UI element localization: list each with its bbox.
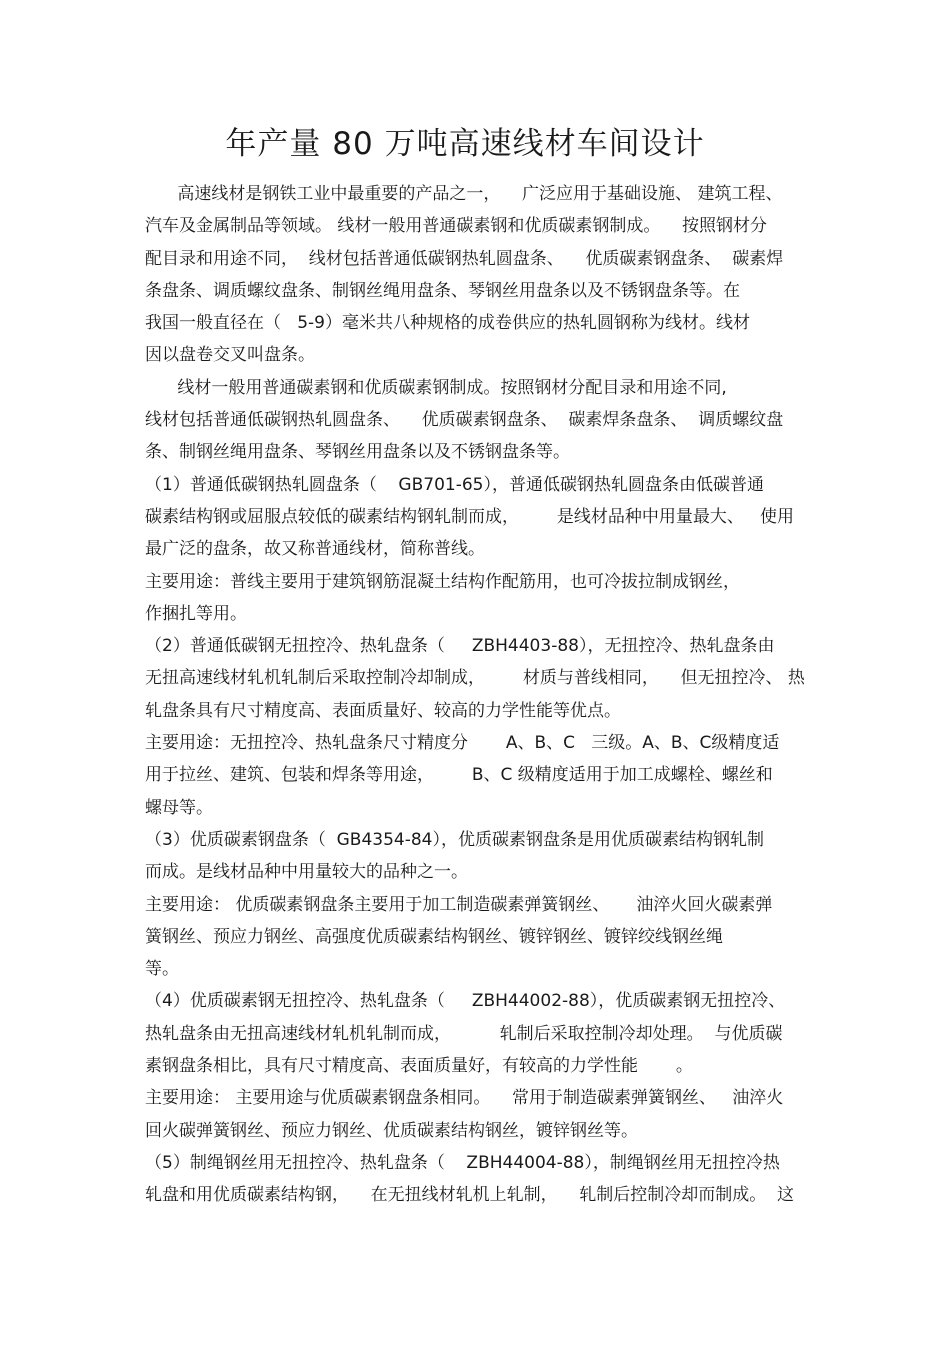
text-line: 热轧盘条由无扭高速线材轧机轧制而成， 轧制后采取控制冷却处理。 与优质碳 <box>145 1023 783 1044</box>
text-line: 配目录和用途不同， 线材包括普通低碳钢热轧圆盘条、 优质碳素钢盘条、 碳素焊 <box>145 248 784 269</box>
text-line: 高速线材是钢铁工业中最重要的产品之一， 广泛应用于基础设施、 建筑工程、 <box>145 184 783 204</box>
document-body <box>145 178 815 1212</box>
text-line: 回火碳弹簧钢丝、预应力钢丝、优质碳素结构钢丝，镀锌钢丝等。 <box>145 1120 638 1141</box>
text-line: （3）优质碳素钢盘条（ GB4354-84），优质碳素钢盘条是用优质碳素结构钢轧制 <box>145 829 764 850</box>
text-line: 而成。是线材品种中用量较大的品种之一。 <box>145 862 468 883</box>
text-line: 线材一般用普通碳素钢和优质碳素钢制成。按照钢材分配目录和用途不同, <box>145 377 727 398</box>
text-line: 螺母等。 <box>145 797 213 818</box>
text-line: 轧盘和用优质碳素结构钢， 在无扭线材轧机上轧制， 轧制后控制冷却而制成。 这 <box>145 1185 795 1206</box>
text-line: （4）优质碳素钢无扭控冷、热轧盘条（ ZBH44002-88），优质碳素钢无扭控冷、 <box>145 991 786 1012</box>
text-line: 主要用途： 优质碳素钢盘条主要用于加工制造碳素弹簧钢丝、 油淬火回火碳素弹 <box>145 894 773 915</box>
text-line: （2）普通低碳钢无扭控冷、热轧盘条（ ZBH4403-88），无扭控冷、热轧盘条由 <box>145 636 775 657</box>
text-line: 碳素结构钢或屈服点较低的碳素结构钢轧制而成， 是线材品种中用量最大、 使用 <box>145 506 795 527</box>
text-line: 主要用途：无扭控冷、热轧盘条尺寸精度分 A、B、C 三级。A、B、C级精度适 <box>145 733 780 754</box>
document-title: 年产量 80 万吨高速线材车间设计 <box>225 126 705 162</box>
text-line: 条盘条、调质螺纹盘条、制钢丝绳用盘条、琴钢丝用盘条以及不锈钢盘条等。在 <box>145 280 740 301</box>
text-line: 最广泛的盘条，故又称普通线材，简称普线。 <box>145 539 485 560</box>
text-line: （5）制绳钢丝用无扭控冷、热轧盘条（ ZBH44004-88），制绳钢丝用无扭控冷热 <box>145 1152 780 1173</box>
text-line: 簧钢丝、预应力钢丝、高强度优质碳素结构钢丝、镀锌钢丝、镀锌绞线钢丝绳 <box>145 926 723 947</box>
text-line: 线材包括普通低碳钢热轧圆盘条、 优质碳素钢盘条、 碳素焊条盘条、 调质螺纹盘 <box>145 410 784 431</box>
text-line: 我国一般直径在（ 5-9）毫米共八种规格的成卷供应的热轧圆钢称为线材。线材 <box>145 313 750 334</box>
text-line: （1）普通低碳钢热轧圆盘条（ GB701-65），普通低碳钢热轧圆盘条由低碳普通 <box>145 474 764 495</box>
text-line: 素钢盘条相比，具有尺寸精度高、表面质量好，有较高的力学性能 。 <box>145 1056 693 1077</box>
text-line: 作捆扎等用。 <box>145 603 247 624</box>
text-line: 主要用途： 主要用途与优质碳素钢盘条相同。 常用于制造碳素弹簧钢丝、 油淬火 <box>145 1088 784 1109</box>
text-line: 主要用途：普线主要用于建筑钢筋混凝土结构作配筋用，也可冷拔拉制成钢丝， <box>145 571 740 592</box>
text-line: 因以盘卷交叉叫盘条。 <box>145 345 315 366</box>
text-line: 用于拉丝、建筑、包装和焊条等用途， B、C 级精度适用于加工成螺栓、螺丝和 <box>145 765 773 786</box>
text-line: 等。 <box>145 959 179 980</box>
text-line: 无扭高速线材轧机轧制后采取控制冷却制成， 材质与普线相同， 但无扭控冷、 热 <box>145 668 805 689</box>
text-line: 条、制钢丝绳用盘条、琴钢丝用盘条以及不锈钢盘条等。 <box>145 442 570 463</box>
text-line: 轧盘条具有尺寸精度高、表面质量好、较高的力学性能等优点。 <box>145 700 621 721</box>
text-line: 汽车及金属制品等领域。 线材一般用普通碳素钢和优质碳素钢制成。 按照钢材分 <box>145 216 768 237</box>
